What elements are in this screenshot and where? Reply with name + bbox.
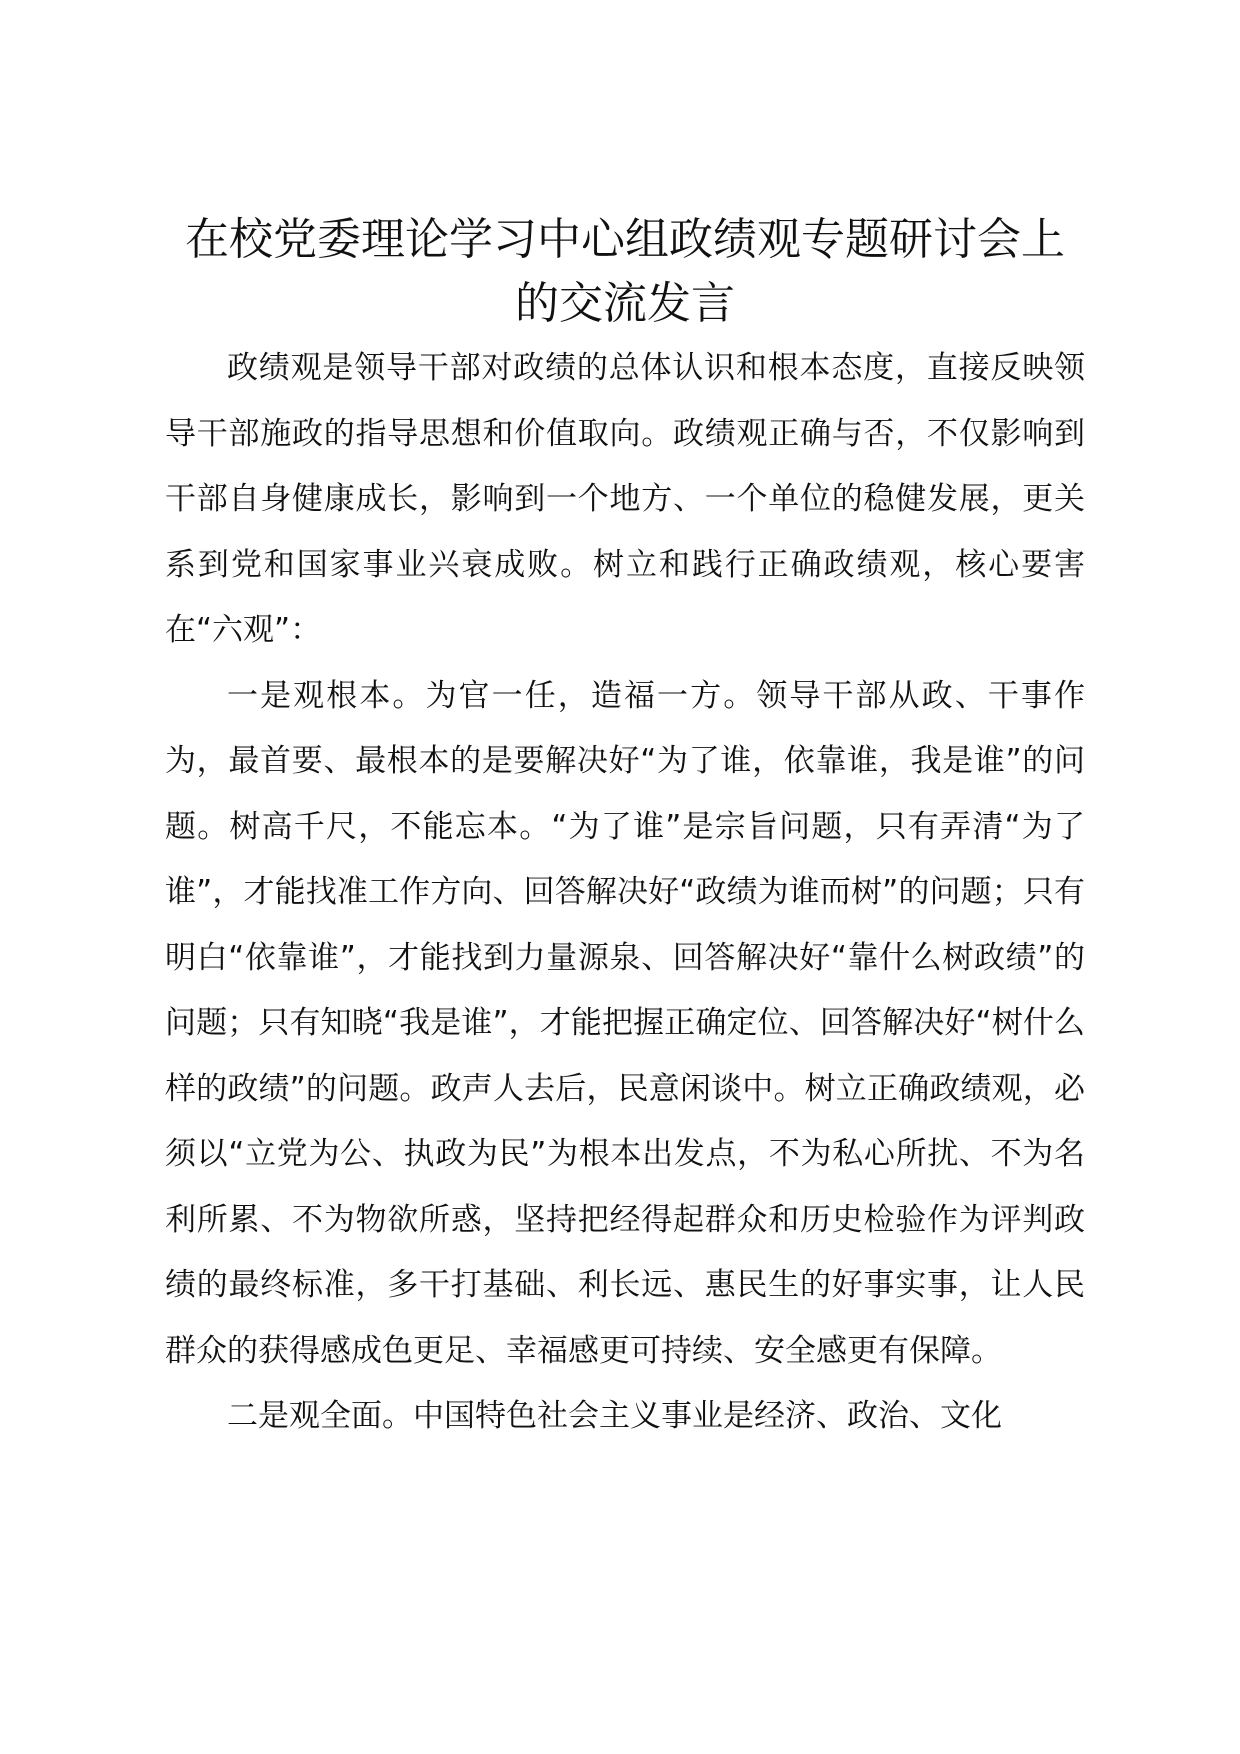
paragraph-point-one: 一是观根本。为官一任，造福一方。领导干部从政、干事作为，最首要、最根本的是要解决好“为了谁，依靠谁，我是谁”的问题。树高千尺，不能忘本。“为了谁”是宗旨问题，只有弄清“为了谁”，才能找准工作方向、回答解决好“政绩为谁而树”的问题；只有明白“依靠谁”，才能找到力量源泉、回答解决好“靠什么树政绩”的问题；只有知晓“我是谁”，才能把握正确定位、回答解决好“树什么样的政绩”的问题。政声人去后，民意闲谈中。树立正确政绩观，必须以“立党为公、执政为民”为根本出发点，不为私心所扰、不为名利所累、不为物欲所惑，坚持把经得起群众和历史检验作为评判政绩的最终标准，多干打基础、利长远、惠民生的好事实事，让人民群众的获得感成色更足、幸福感更可持续、安全感更有保障。 [165,677,1085,1369]
paragraph-point-two: 二是观全面。中国特色社会主义事业是经济、政治、文化 [227,1398,1002,1434]
paragraph-intro: 政绩观是领导干部对政绩的总体认识和根本态度，直接反映领导干部施政的指导思想和价值取向。政绩观正确与否，不仅影响到干部自身健康成长，影响到一个地方、一个单位的稳健发展，更关系到党和国家事业兴衰成败。树立和践行正确政绩观，核心要害在“六观”： [165,350,1085,648]
document-body [165,208,1085,1450]
document-title: 在校党委理论学习中心组政绩观专题研讨会上的交流发言 [185,214,1065,329]
